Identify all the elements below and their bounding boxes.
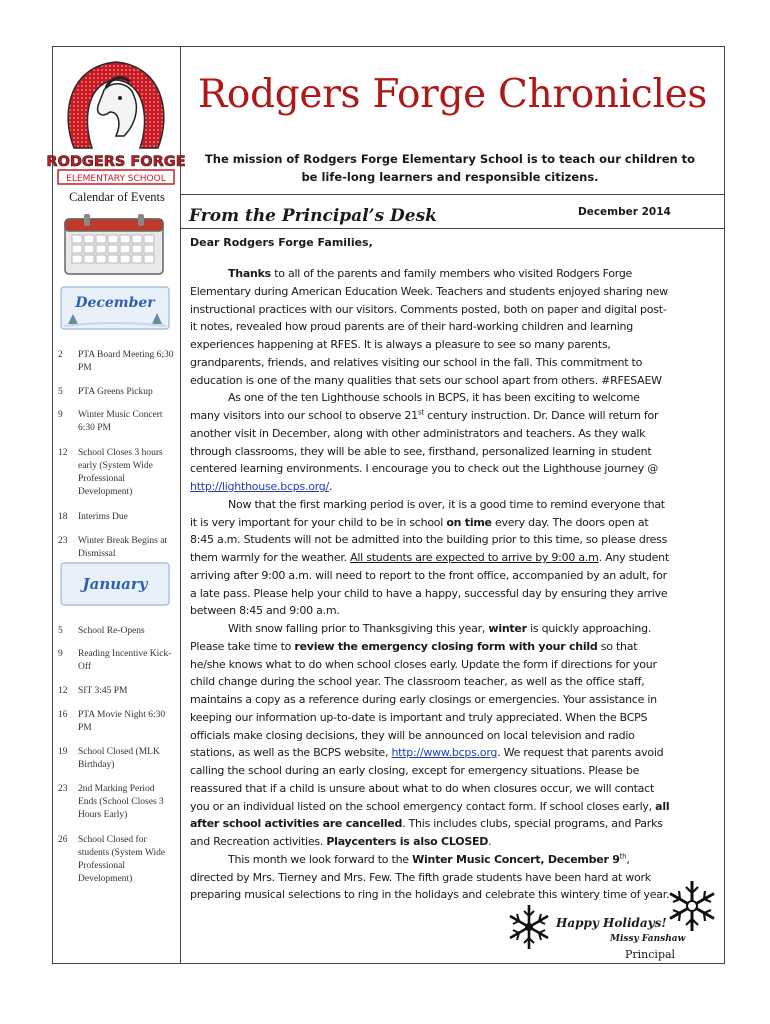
event-day: 9 [58,410,63,420]
principal-title: Principal [625,948,676,961]
greeting: Dear Rodgers Forge Families, [190,236,373,249]
paragraph: This month we look forward to the Winter Music Concert, December 9th, directed by Mrs. Tierney and Mrs. Few. The fifth grade students have been hard at work preparing musical selections to ring in the holidays and celebrate this wintery time of year. [190,852,670,902]
desk-rule [180,228,725,229]
event-description: PTA Board Meeting 6;30 PM [78,350,174,373]
lighthouse-link[interactable]: http://lighthouse.bcps.org/ [190,480,329,493]
mission-statement: The mission of Rodgers Forge Elementary School is to teach our children to be life-long learners and responsible citizens. [204,152,696,184]
svg-text:RODGERS FORGE: RODGERS FORGE [46,154,186,170]
event-description: Winter Music Concert 6:30 PM [78,410,163,433]
snowflake-icon [504,902,554,952]
event-description: 2nd Marking Period Ends (School Closes 3 Hours Early) [78,784,164,820]
mission-rule [180,194,725,195]
section-title: From the Principal’s Desk [189,206,437,226]
page-border-bottom [52,963,725,964]
january-label: January [82,575,148,593]
school-logo [46,52,186,188]
paragraph: As one of the ten Lighthouse schools in BCPS, it has been exciting to welcome many visitors into our school to observe 21st century instruction. Dr. Dance will return for another visit in December, along with other administrators and teachers. As they walk through classrooms, they will be able to see, firsthand, personalized learning in student centered learning environments. I encourage you to check out the Lighthouse journey @ http://lighthouse.bcps.org/. [190,391,659,493]
event-description: School Re-Opens [78,626,145,636]
paragraph: Now that the first marking period is over, it is a good time to remind everyone that it is very important for your child to be in school on time every day. The doors open at 8:45 a.m. Students will not be admitted into the building prior to this time, so please dress them warmly for the weather. All students are expected to arrive by 9:00 a.m. Any student arriving after 9:00 a.m. will need to report to the front office, accompanied by an adult, for a late pass. Please help your child to have a happy, successful day by ensuring they arrive between 8:45 and 9:00 a.m. [190,497,669,618]
calendar-icon [64,213,164,275]
event-day: 9 [58,649,63,659]
event-description: Winter Break Begins at Dismissal [78,536,168,559]
calendar-heading: Calendar of Events [69,190,165,204]
event-day: 5 [58,626,63,636]
event-day: 23 [58,784,68,794]
event-day: 26 [58,835,68,845]
event-description: School Closes 3 hours early (System Wide Professional Development) [78,448,163,497]
newsletter-title: Rodgers Forge Chronicles [197,72,708,117]
event-description: Interims Due [78,512,128,522]
event-day: 12 [58,448,68,458]
page-border-left [52,46,53,964]
event-description: Reading Incentive Kick-Off [78,649,172,672]
event-description: PTA Greens Pickup [78,387,153,397]
event-day: 5 [58,387,63,397]
letter-body [190,265,672,904]
paragraph: With snow falling prior to Thanksgiving this year, winter is quickly approaching. Please take time to review the emergency closing form with your child so that he/she knows what to do when school closes early. Update the form if directions for your child change during the school year. The classroom teacher, as well as the office staff, maintains a copy as a reference during early closings or emergencies. Your assistance in keeping our information up-to-date is important and truly appreciated. When the BCPS officials make closing decisions, they will be announced on local television and radio stations, as well as the BCPS website, http://www.bcps.org. We request that parents avoid calling the school during an early closing, except for emergency situations. Please be reassured that if a child is unsure about what to do when closures occur, we will contact you or an individual listed on the school emergency contact form. If school closes early, all after school activities are cancelled. This includes clubs, special programs, and Parks and Recreation activities. Playcenters is also CLOSED. [190,622,670,848]
page-border-right [724,46,725,964]
logo-wordmark [46,154,185,170]
event-day: 19 [58,747,68,757]
event-day: 16 [58,710,68,720]
logo-subtitle: ELEMENTARY SCHOOL [66,174,166,184]
event-description: SIT 3:45 PM [78,686,128,696]
issue-date: December 2014 [578,206,671,218]
january-banner [60,562,170,606]
bcps-link[interactable]: http://www.bcps.org [391,746,498,760]
principal-signature: Missy Fanshaw [610,934,686,944]
event-description: School Closed (MLK Birthday) [78,747,160,770]
event-day: 23 [58,536,68,546]
december-label: December [75,295,155,311]
snowflake-icon [664,878,720,934]
event-day: 2 [58,350,63,360]
december-banner [60,286,170,330]
event-description: PTA Movie Night 6:30 PM [78,710,166,733]
event-day: 18 [58,512,68,522]
event-day: 12 [58,686,68,696]
page-border-top [52,46,725,47]
holiday-message: Happy Holidays! [556,916,667,930]
event-description: School Closed for students (System Wide Professional Development) [78,835,166,884]
column-divider [180,46,181,964]
paragraph: Thanks to all of the parents and family members who visited Rodgers Forge Elementary during American Education Week. Teachers and students enjoyed sharing new instructional practices with our visitors. Comments posted, both on paper and digital post-it notes, revealed how proud parents are of their hard-working children and learning experiences happening at RFES. It is always a pleasure to see so many parents, grandparents, friends, and relatives visiting our school in the fall. This commitment to education is one of the many qualities that sets our school apart from others. #RFESAEW [190,267,668,387]
